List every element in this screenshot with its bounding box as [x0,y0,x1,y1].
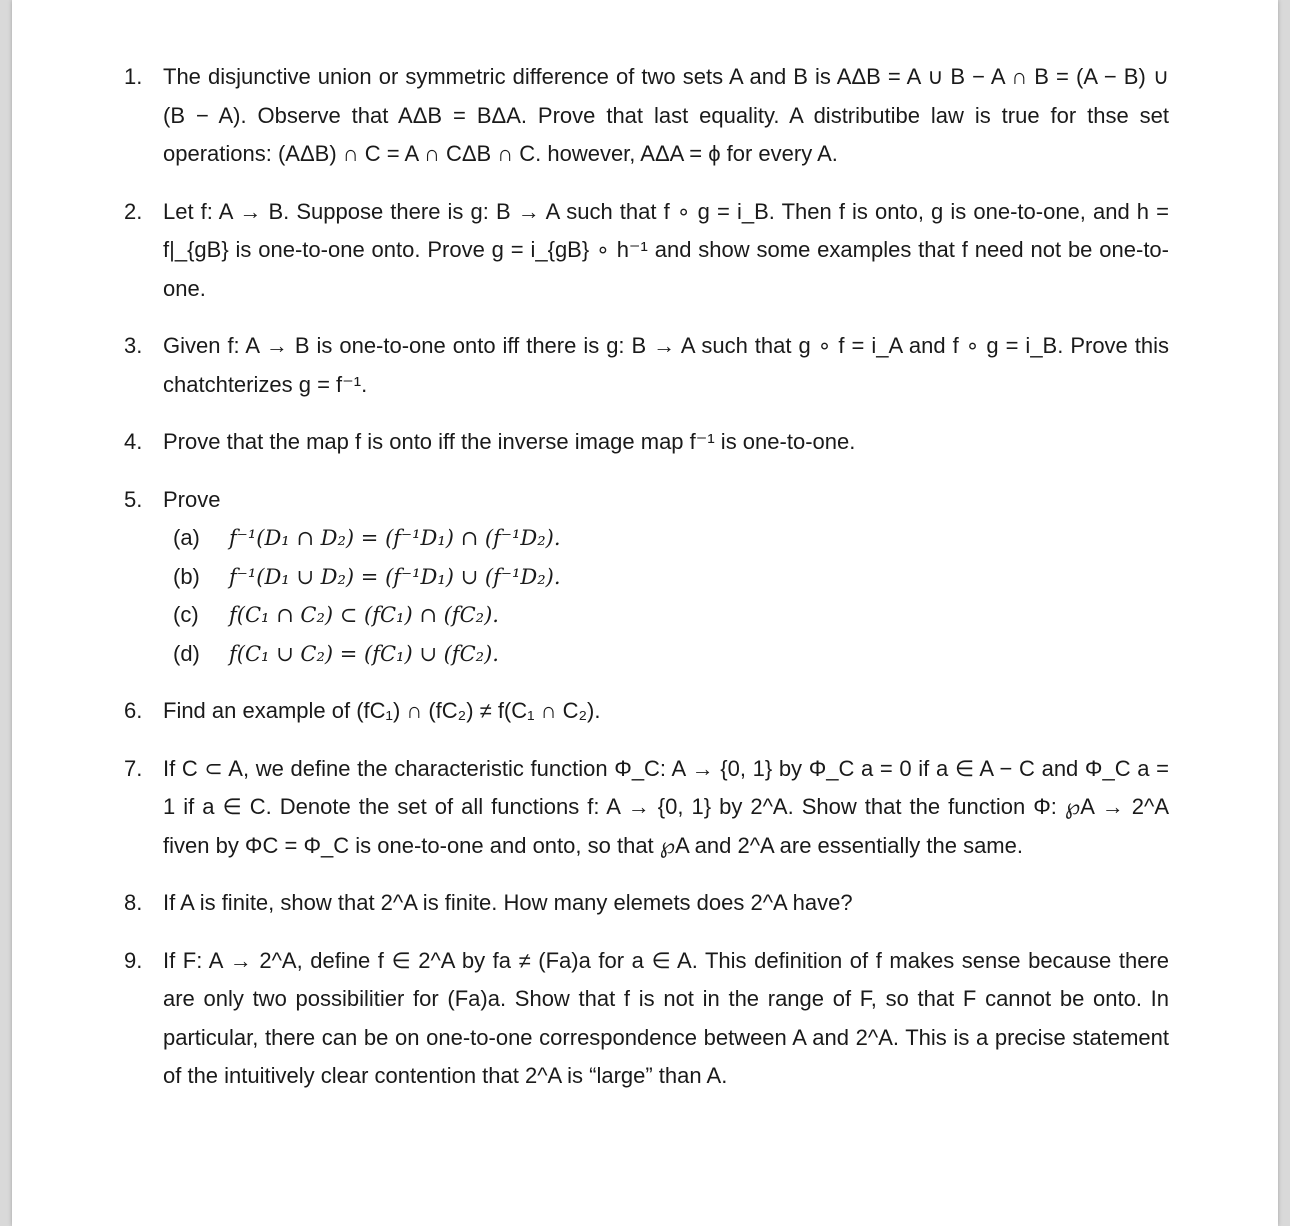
subpart-label: (b) [173,563,200,589]
subpart-a [173,519,1169,558]
problem-6 [124,692,1169,731]
problem-text: Prove that the map f is onto iff the inverse image map f⁻¹ is one-to-one. [163,429,856,454]
problem-text: Let f: A → B. Suppose there is g: B → A such that f ∘ g = i_B. Then f is onto, g is one-to-one, and h = f|_{gB} is one-to-one onto. Prove g = i_{gB} ∘ h⁻¹ and show some examples that f need not be one-to-one. [163,198,1169,301]
problem-number: 6. [124,698,143,723]
problem-1 [124,58,1169,174]
problem-number: 1. [124,64,143,89]
subpart-label: (a) [173,525,200,550]
problem-4 [124,423,1169,462]
subpart-label: (c) [173,602,199,627]
problem-text: If F: A → 2^A, define f ∈ 2^A by fa ≠ (Fa)a for a ∈ A. This definition of f makes sense because there are only two possibilitier for (Fa)a. Show that f is not in the range of F, so that F cannot be onto. In particular, there can be on one-to-one correspondence between A and 2^A. This is a precise statement of the intuitively clear contention that 2^A is “large” than A. [163,947,1169,1088]
subpart-label: (d) [173,640,200,666]
subpart-formula: f⁻¹(D₁ ∩ D₂) = (f⁻¹D₁) ∩ (f⁻¹D₂). [229,526,561,550]
problem-5 [124,481,1169,674]
problem-text: If A is finite, show that 2^A is finite. How many elemets does 2^A have? [163,890,853,915]
problem-number: 3. [124,333,143,358]
problem-9 [124,942,1169,1096]
document-page [12,0,1278,1226]
problem-text: If C ⊂ A, we define the characteristic function Φ_C: A → {0, 1} by Φ_C a = 0 if a ∈ A − C and Φ_C a = 1 if a ∈ C. Denote the set of all functions f: A → {0, 1} by 2^A. Show that the function Φ: ℘A → 2^A fiven by ΦC = Φ_C is one-to-one and onto, so that ℘A and 2^A are essentially the same. [163,755,1169,858]
problem-8 [124,884,1169,923]
problem-number: 5. [124,486,143,512]
subpart-c [173,596,1169,635]
subpart-formula: f⁻¹(D₁ ∪ D₂) = (f⁻¹D₁) ∪ (f⁻¹D₂). [229,564,561,589]
subpart-formula: f(C₁ ∪ C₂) = (fC₁) ∪ (fC₂). [229,641,499,666]
subpart-formula: f(C₁ ∩ C₂) ⊂ (fC₁) ∩ (fC₂). [229,603,499,627]
problem-text: Prove [163,486,221,512]
subpart-d [173,635,1169,674]
subpart-b [173,558,1169,597]
problem-text: The disjunctive union or symmetric difference of two sets A and B is AΔB = A ∪ B − A ∩ B = (A − B) ∪ (B − A). Observe that AΔB = BΔA. Prove that last equality. A distributibe law is true for thse set operations: (AΔB) ∩ C = A ∩ CΔB ∩ C. however, AΔA = ϕ for every A. [163,64,1169,166]
problem-7 [124,750,1169,866]
problem-text: Given f: A → B is one-to-one onto iff there is g: B → A such that g ∘ f = i_A and f ∘ g = i_B. Prove this chatchterizes g = f⁻¹. [163,333,1169,397]
problem-number: 4. [124,429,143,454]
subpart-list [163,519,1169,673]
problem-list [124,58,1169,1115]
problem-3 [124,327,1169,404]
problem-text: Find an example of (fC₁) ∩ (fC₂) ≠ f(C₁ ∩ C₂). [163,698,601,723]
problem-number: 7. [124,755,143,781]
problem-number: 9. [124,947,143,973]
problem-number: 2. [124,198,143,224]
problem-number: 8. [124,890,143,915]
problem-2 [124,193,1169,309]
